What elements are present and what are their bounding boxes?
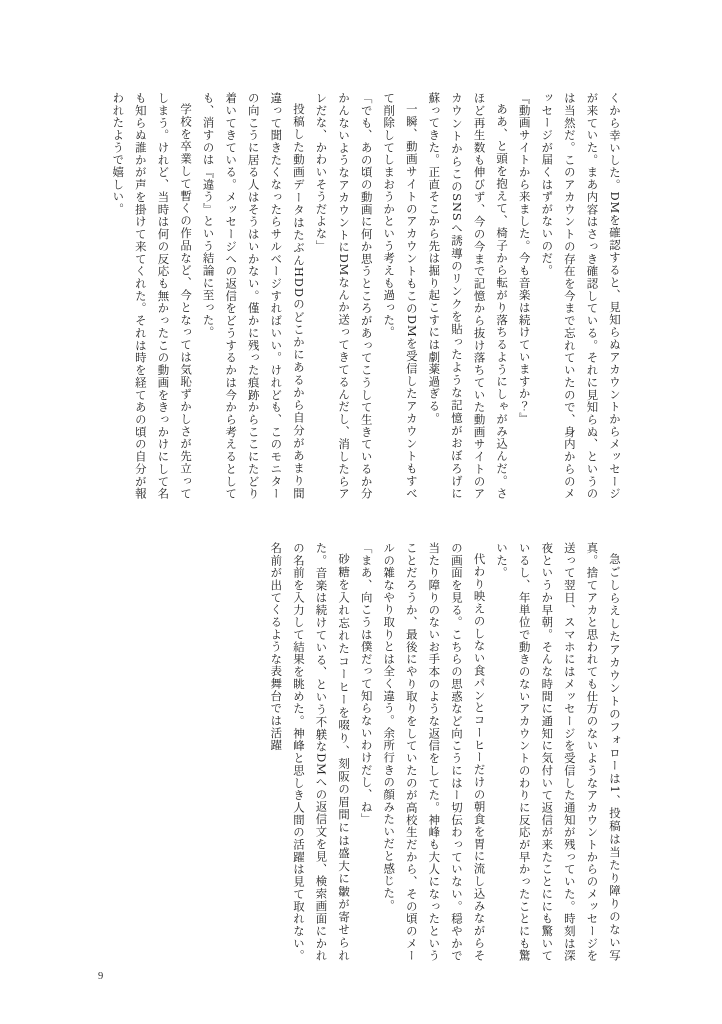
paragraph: 急ごしらえしたアカウントのフォローは1、投稿は当たり障りのない写真。捨てアカと思われても仕方のないようなアカウントからのメッセージを送って翌日、スマホにはメッセージを受信した通知が残っていた。時刻は深夜というか早朝。そんな時間に通知に気付いて返信が来たことににも驚いているし、年単位で動きのないアカウントのわりに反応が早かったことにも驚いた。 xyxy=(495,542,622,962)
paragraph: ああ、と頭を抱えて、椅子から転がり落ちるようにしゃがみ込んだ。さほど再生数も伸びず、今の今まで記憶から抜け落ちていた動画サイトのアカウントからこのSNSへ誘導のリンクを貼ったような記憶がおぼろげに蘇ってきた。正直そこから先は掘り起こすには劇薬過ぎる。 xyxy=(427,92,510,500)
paragraph-dialogue: 「でも、あの頃の動画に何か思うところがあってこうして生きているか分かんないようなアカウントにDMなんか送ってきてるんだし、消したらアレだな、かわいそうだよな」 xyxy=(314,92,374,500)
text-block-upper xyxy=(98,92,626,500)
paragraph-dialogue: 『動画サイトから来ました。今も音楽は続けていますか？』 xyxy=(517,92,532,425)
text-block-lower xyxy=(98,542,626,962)
paragraph: 一瞬、動画サイトのアカウントもこのDMを受信したアカウントもすべて削除してしまおうかという考えも過った。 xyxy=(382,92,419,500)
paragraph-dialogue: 「まあ、向こうは僕だって知らないわけだし、ね」 xyxy=(359,542,374,826)
paragraph: くから幸いした。DMを確認すると、見知らぬアカウントからメッセージが来ていた。まあ内容はさっき確認している。それに見知らぬ、というのは当然だ。このアカウントの存在を今まで忘れていたので、身内からのメッセージが届くはずがないのだ。 xyxy=(540,92,622,500)
page-number: 9 xyxy=(98,971,104,982)
paragraph: 代わり映えのしない食パンとコーヒーだけの朝食を胃に流し込みながらその画面を見る。こちらの思惑など向こうにはー切伝わっていない。穏やかで当たり障りのないお手本のような返信をしてた。神峰も大人になったということだろうか、最後にやり取りをしていたのが高校生だから、その頃のメールの雑なやり取りとは全く違う。余所行きの顔みたいだと感じた。 xyxy=(382,542,487,962)
paragraph: 投稿した動画データはたぶんHDDのどこかにあるから自分があまり間違って聞きたくなったらサルベージすればいい。けれども、このモニターの向こうに居る人はそうはいかない。僅かに残った痕跡からここにたどり着いてきている。メッセージへの返信をどうするかは今から考えるとしても、消すのは『違う』という結論に至った。 xyxy=(201,92,306,500)
paragraph: 学校を卒業して暫くの作品など、今となっては気恥ずかしさが先立ってしまう。けれど、当時は何の反応も無かったこの動画をきっかけにして名も知らぬ誰かが声を掛けて来てくれた。それは時を経てあの頃の自分が報われたようで嬉しい。 xyxy=(111,92,194,500)
paragraph: 砂糖を入れ忘れたコーヒーを啜り、刻阪の眉間には盛大に皺が寄せられた。音楽は続けている、という不躾なDMへの返信文を見、検索画面にかれの名前を入力して結果を眺めた。神峰と思しき人間の活躍は見て取れない。名前が出てくるような表舞台では活躍 xyxy=(269,542,352,962)
